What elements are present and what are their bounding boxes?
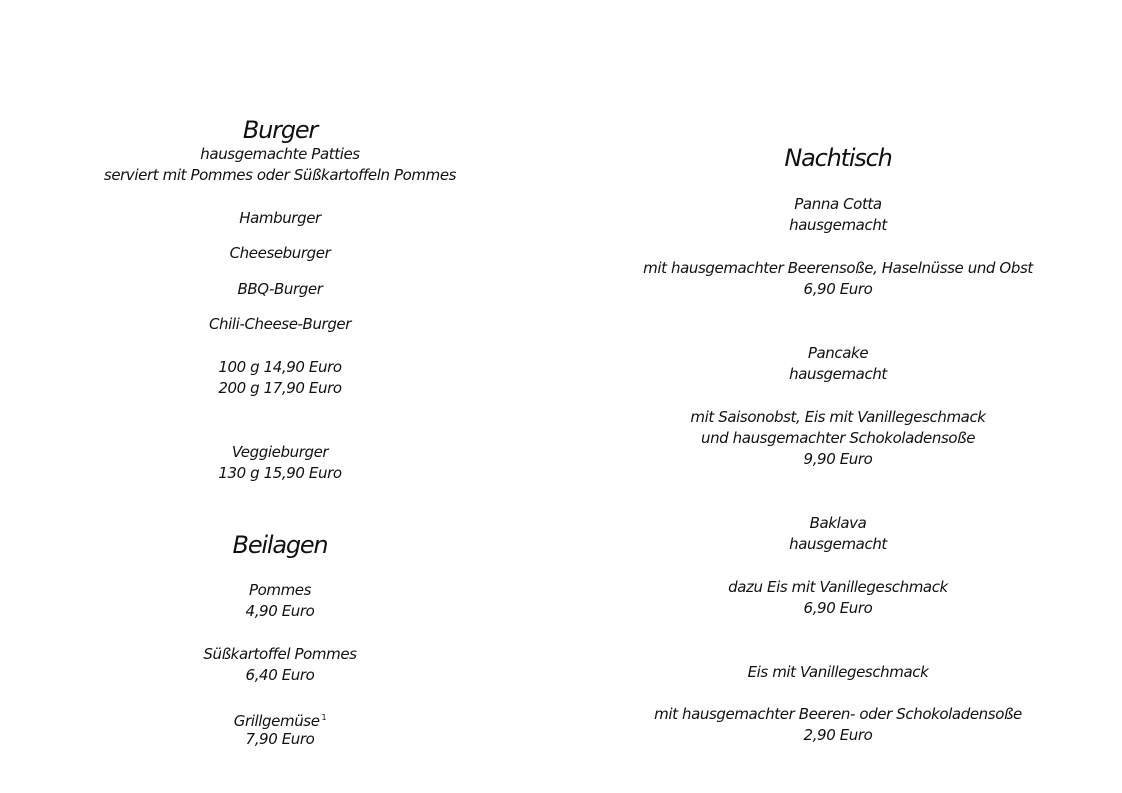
dessert-price: 6,90 Euro	[803, 599, 873, 617]
burger-price-200g: 200 g 17,90 Euro	[218, 379, 342, 397]
dessert-price: 2,90 Euro	[803, 726, 873, 744]
dessert-subtitle: hausgemacht	[789, 365, 887, 383]
nachtisch-heading: Nachtisch	[784, 144, 892, 172]
burger-subtitle-served: serviert mit Pommes oder Süßkartoffeln Pommes	[103, 166, 457, 184]
veggieburger-price: 130 g 15,90 Euro	[218, 464, 342, 482]
dessert-name: Baklava	[809, 514, 867, 532]
dessert-description: dazu Eis mit Vanillegeschmack	[728, 578, 948, 596]
beilage-name: Süßkartoffel Pommes	[203, 645, 357, 663]
dessert-price: 9,90 Euro	[803, 450, 873, 468]
burger-subtitle-patties: hausgemachte Patties	[200, 145, 360, 163]
burger-heading: Burger	[242, 116, 318, 144]
dessert-name: Panna Cotta	[794, 195, 882, 213]
veggieburger-name: Veggieburger	[231, 443, 329, 461]
footnote-marker: 1	[321, 713, 327, 722]
dessert-description: mit hausgemachter Beerensoße, Haselnüsse und Obst	[643, 259, 1033, 277]
burger-price-100g: 100 g 14,90 Euro	[218, 358, 342, 376]
burger-item-cheeseburger: Cheeseburger	[229, 244, 331, 262]
burger-item-hamburger: Hamburger	[239, 209, 321, 227]
burger-item-chili-cheese: Chili-Cheese-Burger	[208, 315, 352, 333]
dessert-name: Eis mit Vanillegeschmack	[747, 663, 929, 681]
dessert-subtitle: hausgemacht	[789, 535, 887, 553]
dessert-description: und hausgemachter Schokoladensoße	[700, 429, 976, 447]
dessert-description: mit Saisonobst, Eis mit Vanillegeschmack	[690, 408, 986, 426]
dessert-name: Pancake	[807, 344, 869, 362]
beilage-price: 7,90 Euro	[245, 730, 315, 748]
beilage-name: Pommes	[248, 581, 312, 599]
burger-item-bbq: BBQ-Burger	[237, 280, 323, 298]
beilagen-heading: Beilagen	[232, 531, 328, 559]
beilage-name: Grillgemüse	[233, 712, 320, 730]
beilage-price: 4,90 Euro	[245, 602, 315, 620]
beilage-price: 6,40 Euro	[245, 666, 315, 684]
dessert-price: 6,90 Euro	[803, 280, 873, 298]
dessert-subtitle: hausgemacht	[789, 216, 887, 234]
dessert-description: mit hausgemachter Beeren- oder Schokoladensoße	[654, 705, 1022, 723]
